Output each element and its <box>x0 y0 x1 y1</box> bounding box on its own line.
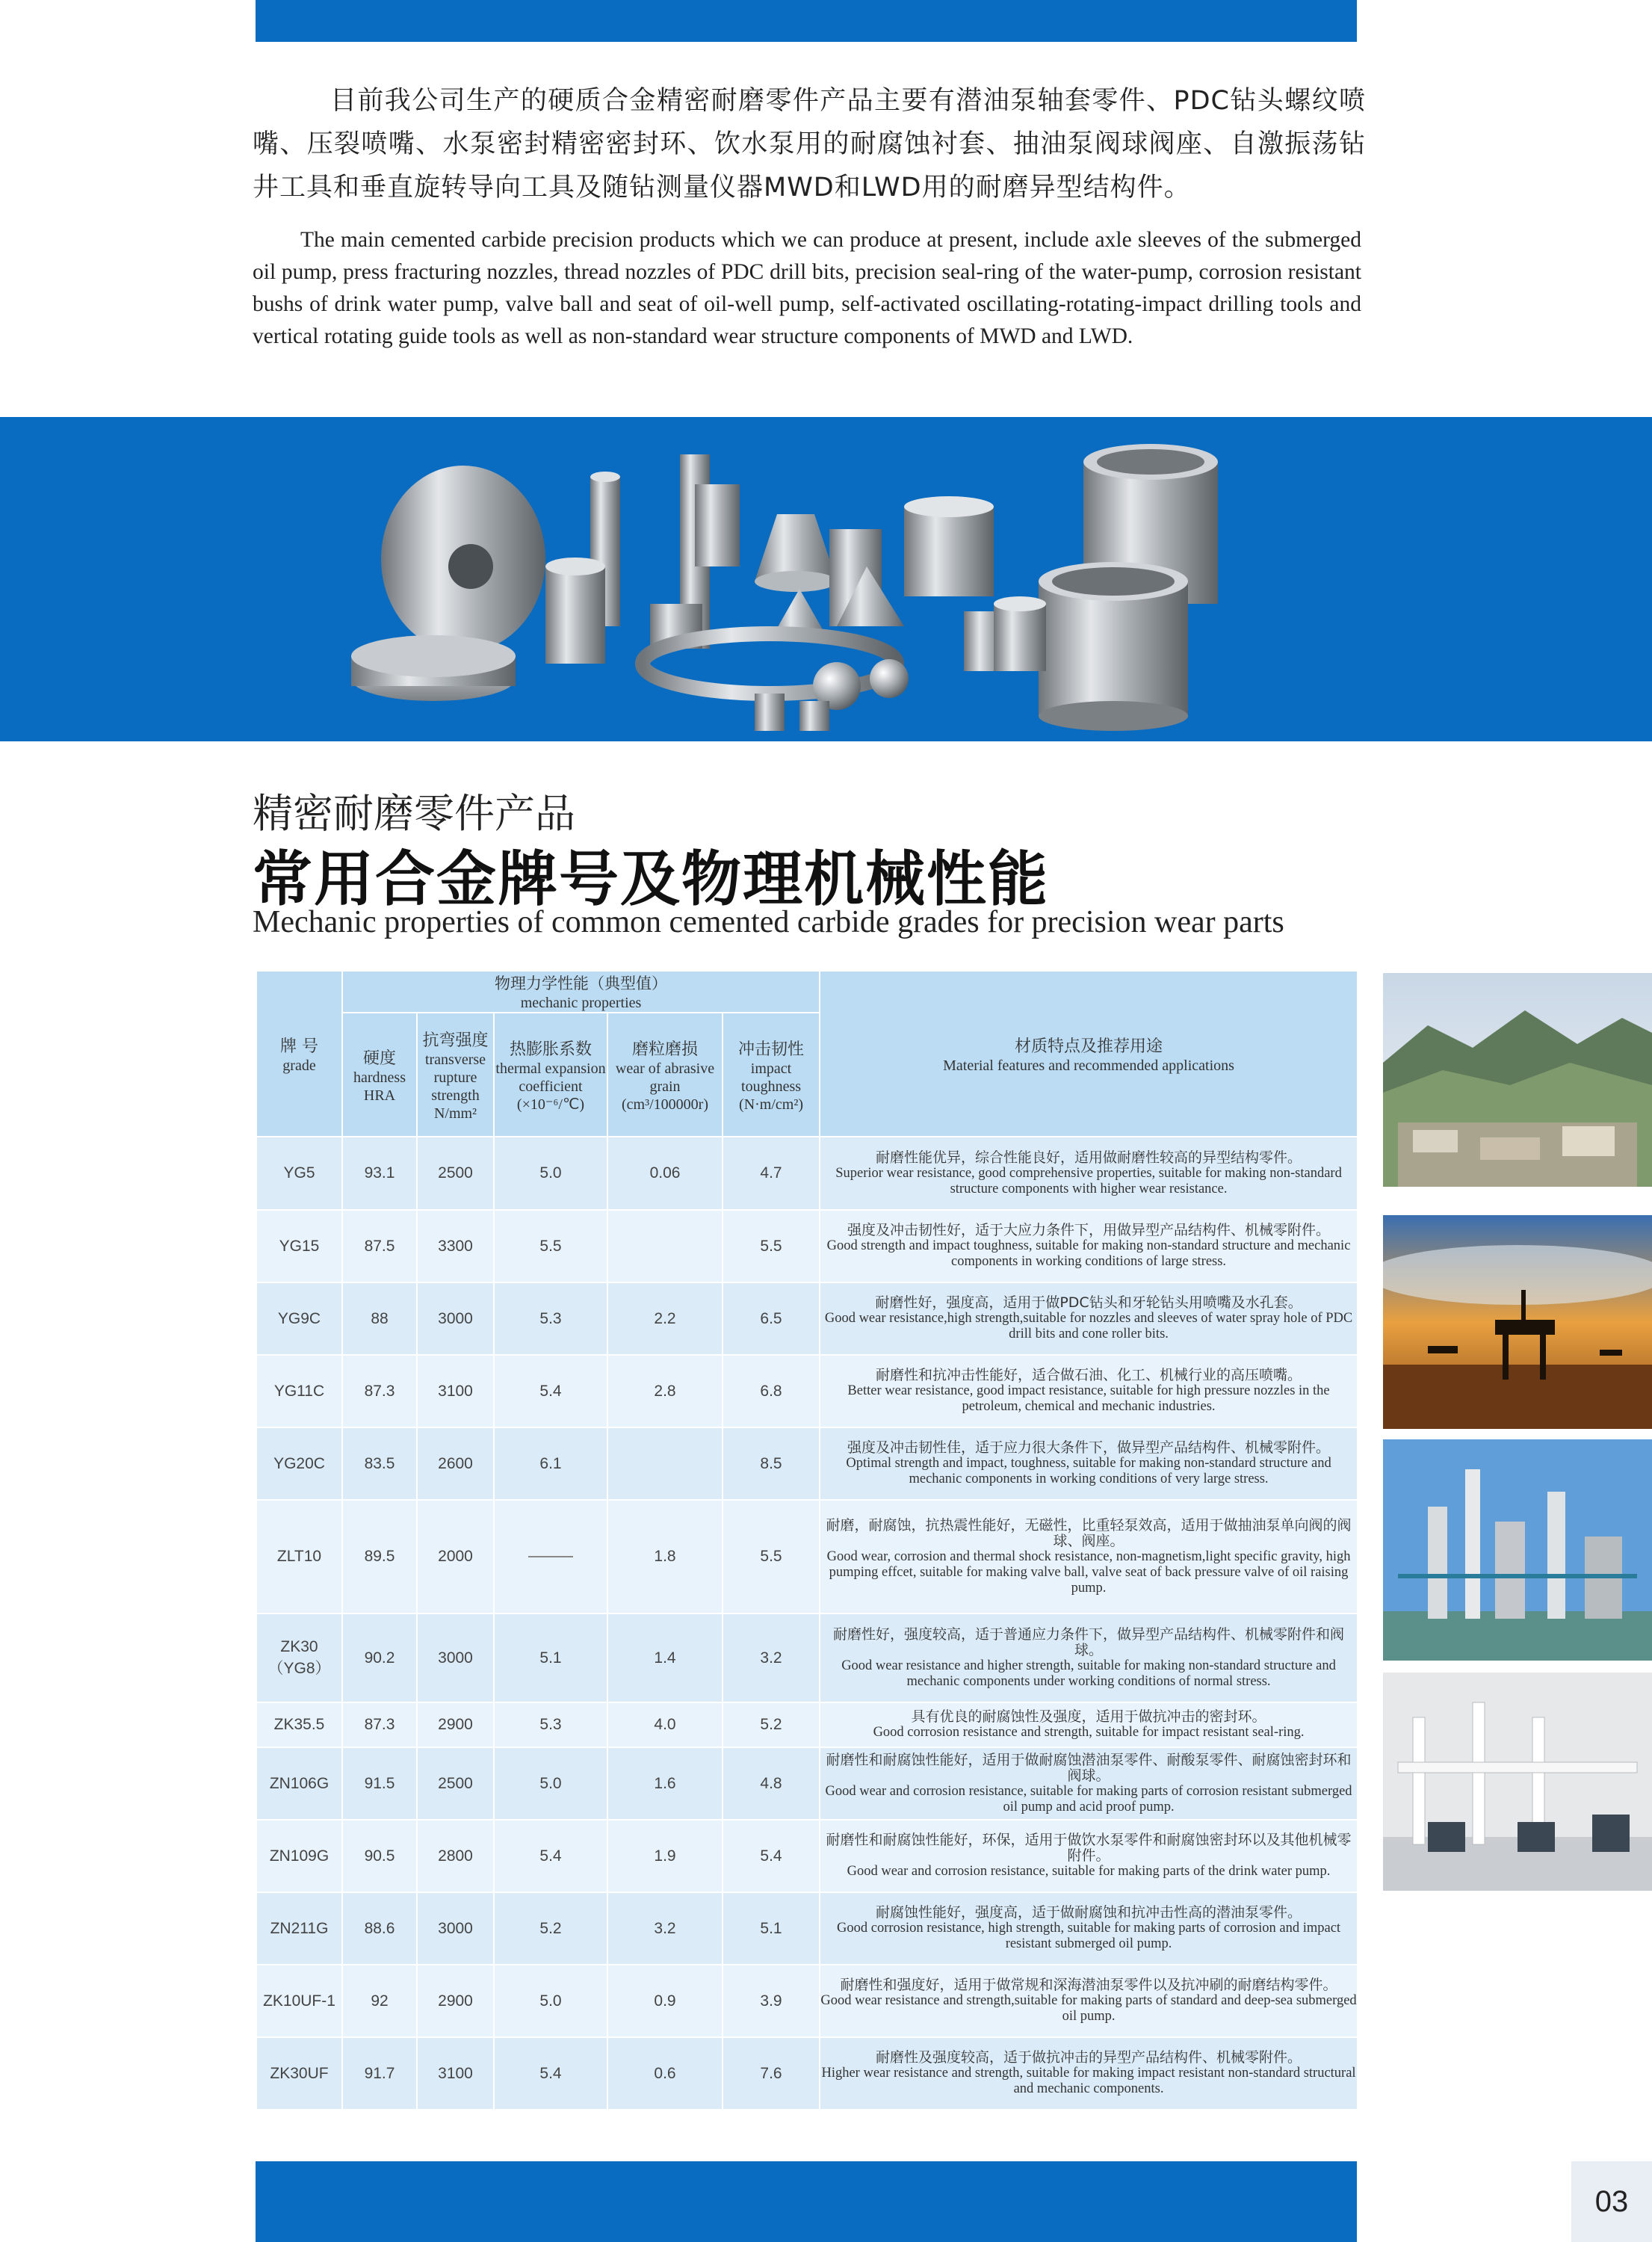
cell-grade: ZLT10 <box>256 1500 342 1613</box>
cell-description: 耐磨性好，强度高，适用于做PDC钻头和牙轮钻头用喷嘴及水孔套。 Good wear resistance,high strength,suitable for nozzles and sleeves of water spray hole of PDC drill bits and cone roller bits. <box>820 1282 1358 1355</box>
cell-strength: 2500 <box>417 1137 494 1210</box>
cell-wear <box>607 1210 723 1282</box>
cell-grade: YG11C <box>256 1355 342 1427</box>
cell-grade: ZK30UF <box>256 2037 342 2110</box>
cell-expansion: 5.5 <box>494 1210 607 1282</box>
table-row <box>256 1355 1358 1427</box>
table-row <box>256 1702 1358 1747</box>
cell-expansion: 5.4 <box>494 2037 607 2110</box>
cell-description: 强度及冲击韧性好，适于大应力条件下，用做异型产品结构件、机械零附件。 Good strength and impact toughness, suitable for making non-standard structure and mechanic components in working conditions of large stress. <box>820 1210 1358 1282</box>
cell-strength: 3100 <box>417 2037 494 2110</box>
cell-wear: 0.6 <box>607 2037 723 2110</box>
cell-description: 耐磨性和耐腐蚀性能好，环保，适用于做饮水泵零件和耐腐蚀密封环以及其他机械零附件。 Good wear and corrosion resistance, suitable for making parts of the drink water pump. <box>820 1820 1358 1892</box>
page-number: 03 <box>1571 2161 1652 2242</box>
cell-expansion: 5.0 <box>494 1747 607 1820</box>
cell-impact: 5.4 <box>723 1820 820 1892</box>
cell-description: 耐磨，耐腐蚀，抗热震性能好，无磁性，比重轻泵效高，适用于做抽油泵单向阀的阀球、阀座。 Good wear, corrosion and thermal shock resistance, non-magnetism,light specific gravity, high pumping effcet, suitable for making valve ball, valve seat of back pressure valve of oil raising pump. <box>820 1500 1358 1613</box>
cell-wear: 3.2 <box>607 1892 723 1965</box>
cell-wear: 1.4 <box>607 1613 723 1702</box>
cell-strength: 3000 <box>417 1282 494 1355</box>
cell-strength: 2600 <box>417 1427 494 1500</box>
cell-description: 耐磨性及强度较高，适于做抗冲击的异型产品结构件、机械零附件。 Higher wear resistance and strength, suitable for making impact resistant non-standard structural and mechanic components. <box>820 2037 1358 2110</box>
cell-grade: ZN109G <box>256 1820 342 1892</box>
cell-hardness: 87.3 <box>342 1702 417 1747</box>
cell-grade: ZN106G <box>256 1747 342 1820</box>
cell-impact: 3.9 <box>723 1965 820 2037</box>
cell-description: 耐磨性能优异，综合性能良好，适用做耐磨性较高的异型结构零件。 Superior wear resistance, good comprehensive properties, suitable for making non-standard structure components with higher wear resistance. <box>820 1137 1358 1210</box>
cell-strength: 3000 <box>417 1892 494 1965</box>
cell-hardness: 83.5 <box>342 1427 417 1500</box>
header-group-mechanic-properties: 物理力学性能（典型值） mechanic properties <box>342 971 820 1013</box>
cell-grade: ZN211G <box>256 1892 342 1965</box>
cell-impact: 4.8 <box>723 1747 820 1820</box>
header-strength: 抗弯强度 transverse rupture strength N/mm² <box>417 1013 494 1137</box>
cell-wear: 2.8 <box>607 1355 723 1427</box>
cell-expansion: 5.0 <box>494 1137 607 1210</box>
cell-expansion: 5.0 <box>494 1965 607 2037</box>
cell-wear <box>607 1427 723 1500</box>
cell-description: 耐磨性和抗冲击性能好，适合做石油、化工、机械行业的高压喷嘴。 Better wear resistance, good impact resistance, suitable for high pressure nozzles in the petroleum, chemical and mechanic industries. <box>820 1355 1358 1427</box>
cell-description: 耐磨性好，强度较高，适于普通应力条件下，做异型产品结构件、机械零附件和阀球。 Good wear resistance and higher strength, suitable for making non-standard structure and mechanic components under working conditions of normal stress. <box>820 1613 1358 1702</box>
cell-wear: 4.0 <box>607 1702 723 1747</box>
cell-impact: 7.6 <box>723 2037 820 2110</box>
cell-impact: 6.8 <box>723 1355 820 1427</box>
header-grade: 牌 号 grade <box>256 971 342 1137</box>
cell-wear: 2.2 <box>607 1282 723 1355</box>
cell-impact: 4.7 <box>723 1137 820 1210</box>
photo-pump-room <box>1383 1673 1652 1891</box>
cell-expansion: 5.1 <box>494 1613 607 1702</box>
cell-wear: 1.8 <box>607 1500 723 1613</box>
table-row <box>256 1892 1358 1965</box>
cell-wear: 0.06 <box>607 1137 723 1210</box>
cell-strength: 3100 <box>417 1355 494 1427</box>
cell-grade: YG20C <box>256 1427 342 1500</box>
cell-strength: 2900 <box>417 1702 494 1747</box>
photo-mountain-village <box>1383 973 1652 1187</box>
table-row <box>256 1137 1358 1210</box>
table-row <box>256 1210 1358 1282</box>
cell-wear: 0.9 <box>607 1965 723 2037</box>
cell-impact: 6.5 <box>723 1282 820 1355</box>
cell-impact: 3.2 <box>723 1613 820 1702</box>
cell-impact: 5.1 <box>723 1892 820 1965</box>
section-title-english: Mechanic properties of common cemented carbide grades for precision wear parts <box>253 905 1284 939</box>
table-row <box>256 1613 1358 1702</box>
cell-impact: 8.5 <box>723 1427 820 1500</box>
cell-wear: 1.6 <box>607 1747 723 1820</box>
cell-grade: ZK35.5 <box>256 1702 342 1747</box>
cell-strength: 2800 <box>417 1820 494 1892</box>
dash-mark <box>528 1556 573 1557</box>
cell-expansion: 5.2 <box>494 1892 607 1965</box>
cell-strength: 2500 <box>417 1747 494 1820</box>
cell-description: 耐腐蚀性能好，强度高，适于做耐腐蚀和抗冲击性高的潜油泵零件。 Good corrosion resistance, high strength, suitable for making parts of corrosion and impact resistant submerged oil pump. <box>820 1892 1358 1965</box>
cell-hardness: 89.5 <box>342 1500 417 1613</box>
header-impact: 冲击韧性 impact toughness (N·m/cm²) <box>723 1013 820 1137</box>
cell-hardness: 88.6 <box>342 1892 417 1965</box>
cell-description: 强度及冲击韧性佳，适于应力很大条件下，做异型产品结构件、机械零附件。 Optimal strength and impact, toughness, suitable for making non-standard structure and mechanic components in working conditions of very large stress. <box>820 1427 1358 1500</box>
intro-chinese: 目前我公司生产的硬质合金精密耐磨零件产品主要有潜油泵轴套零件、PDC钻头螺纹喷嘴、压裂喷嘴、水泵密封精密密封环、饮水泵用的耐腐蚀衬套、抽油泵阀球阀座、自激振荡钻井工具和垂直旋转导向工具及随钻测量仪器MWD和LWD用的耐磨异型结构件。 <box>253 86 1366 203</box>
cell-grade: YG15 <box>256 1210 342 1282</box>
cell-grade: ZK30 （YG8） <box>256 1613 342 1702</box>
cell-description: 具有优良的耐腐蚀性及强度，适用于做抗冲击的密封环。 Good corrosion resistance and strength, suitable for impact resistant seal-ring. <box>820 1702 1358 1747</box>
intro-english: The main cemented carbide precision products which we can produce at present, include axle sleeves of the submerged oil pump, press fracturing nozzles, thread nozzles of PDC drill bits, precision seal-ring of the water-pump, corrosion resistant bushs of drink water pump, valve ball and seat of oil-well pump, self-activated oscillating-rotating-impact drilling tools and vertical rotating guide tools as well as non-standard wear structure components of MWD and LWD. <box>253 228 1361 348</box>
cell-hardness: 88 <box>342 1282 417 1355</box>
cell-expansion <box>494 1500 607 1613</box>
product-photo-band <box>0 417 1652 741</box>
table-row <box>256 1427 1358 1500</box>
cell-strength: 2000 <box>417 1500 494 1613</box>
table-row <box>256 2037 1358 2110</box>
cell-expansion: 6.1 <box>494 1427 607 1500</box>
cell-hardness: 87.3 <box>342 1355 417 1427</box>
table-row <box>256 1500 1358 1613</box>
cell-description: 耐磨性和耐腐蚀性能好，适用于做耐腐蚀潜油泵零件、耐酸泵零件、耐腐蚀密封环和阀球。 Good wear and corrosion resistance, suitable for making parts of corrosion resistant submerged oil pump and acid proof pump. <box>820 1747 1358 1820</box>
bottom-blue-bar <box>256 2161 1357 2242</box>
cell-impact: 5.5 <box>723 1210 820 1282</box>
cell-hardness: 90.2 <box>342 1613 417 1702</box>
cell-hardness: 90.5 <box>342 1820 417 1892</box>
cell-expansion: 5.3 <box>494 1702 607 1747</box>
cell-grade: YG5 <box>256 1137 342 1210</box>
properties-table <box>256 970 1358 2110</box>
properties-table-body <box>256 1137 1358 2110</box>
header-expansion: 热膨胀系数 thermal expansion coefficient (×10⁻⁶/℃) <box>494 1013 607 1137</box>
cell-expansion: 5.4 <box>494 1820 607 1892</box>
table-row <box>256 1965 1358 2037</box>
cell-hardness: 87.5 <box>342 1210 417 1282</box>
cell-expansion: 5.3 <box>494 1282 607 1355</box>
header-description: 材质特点及推荐用途 Material features and recommended applications <box>820 971 1358 1137</box>
section-title: 常用合金牌号及物理机械性能 <box>253 844 1049 914</box>
cell-hardness: 92 <box>342 1965 417 2037</box>
cell-impact: 5.5 <box>723 1500 820 1613</box>
table-row <box>256 1747 1358 1820</box>
table-row <box>256 1282 1358 1355</box>
cell-strength: 3000 <box>417 1613 494 1702</box>
cell-strength: 2900 <box>417 1965 494 2037</box>
cell-grade: ZK10UF-1 <box>256 1965 342 2037</box>
cell-hardness: 91.5 <box>342 1747 417 1820</box>
header-hardness: 硬度 hardness HRA <box>342 1013 417 1137</box>
cell-wear: 1.9 <box>607 1820 723 1892</box>
cell-grade: YG9C <box>256 1282 342 1355</box>
top-blue-bar <box>256 0 1357 42</box>
cell-hardness: 93.1 <box>342 1137 417 1210</box>
photo-petrochemical-plant <box>1383 1439 1652 1661</box>
cell-hardness: 91.7 <box>342 2037 417 2110</box>
section-subtitle: 精密耐磨零件产品 <box>253 790 575 837</box>
carbide-parts-illustration <box>351 432 1285 741</box>
cell-impact: 5.2 <box>723 1702 820 1747</box>
header-wear: 磨粒磨损 wear of abrasive grain (cm³/100000r) <box>607 1013 723 1137</box>
table-row <box>256 1820 1358 1892</box>
cell-strength: 3300 <box>417 1210 494 1282</box>
cell-description: 耐磨性和强度好，适用于做常规和深海潜油泵零件以及抗冲刷的耐磨结构零件。 Good wear resistance and strength,suitable for making parts of standard and deep-sea submerged oil pump. <box>820 1965 1358 2037</box>
cell-expansion: 5.4 <box>494 1355 607 1427</box>
photo-offshore-rig-sunset <box>1383 1215 1652 1429</box>
